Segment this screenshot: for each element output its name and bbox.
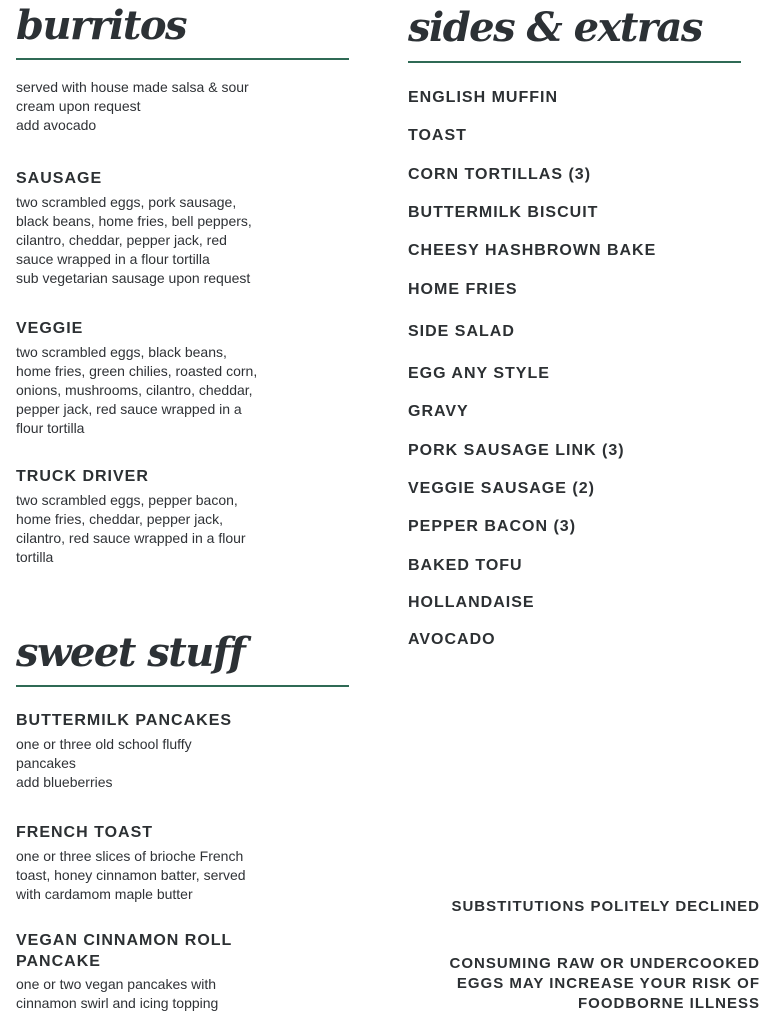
side-item: EGG ANY STYLE bbox=[408, 365, 550, 382]
side-item: CHEESY HASHBROWN BAKE bbox=[408, 242, 657, 259]
menu-item-title-french-toast bbox=[16, 822, 153, 843]
burritos-divider bbox=[16, 58, 349, 60]
title-line: BUTTERMILK PANCAKES bbox=[16, 712, 233, 729]
substitutions-notice: SUBSTITUTIONS POLITELY DECLINED bbox=[451, 898, 760, 915]
desc-line: two scrambled eggs, pepper bacon, bbox=[16, 492, 238, 508]
desc-line: one or three old school fluffy bbox=[16, 736, 192, 752]
side-item: SIDE SALAD bbox=[408, 323, 515, 340]
side-item: TOAST bbox=[408, 127, 467, 144]
title-line: VEGAN CINNAMON ROLL bbox=[16, 932, 233, 949]
warning-line: FOODBORNE ILLNESS bbox=[577, 995, 760, 1012]
desc-line: with cardamom maple butter bbox=[16, 886, 193, 902]
menu-item-desc-buttermilk-pancakes bbox=[16, 735, 351, 792]
side-item: ENGLISH MUFFIN bbox=[408, 89, 558, 106]
menu-item-title-sausage: SAUSAGE bbox=[16, 170, 103, 187]
burritos-intro-line: served with house made salsa & sour bbox=[16, 79, 249, 95]
side-item: CORN TORTILLAS (3) bbox=[408, 166, 592, 183]
side-item: HOLLANDAISE bbox=[408, 594, 535, 611]
warning-line: EGGS MAY INCREASE YOUR RISK OF bbox=[456, 975, 760, 992]
sides-extras-title: sides & extras bbox=[408, 4, 702, 51]
desc-line: home fries, green chilies, roasted corn, bbox=[16, 363, 258, 379]
side-item: VEGGIE SAUSAGE (2) bbox=[408, 480, 595, 497]
side-item: BAKED TOFU bbox=[408, 557, 523, 574]
desc-line: two scrambled eggs, black beans, bbox=[16, 344, 227, 360]
desc-line: flour tortilla bbox=[16, 420, 85, 436]
sweet-stuff-title: sweet stuff bbox=[16, 629, 245, 676]
menu-item-title-veggie: VEGGIE bbox=[16, 320, 84, 337]
desc-line: one or two vegan pancakes with bbox=[16, 976, 217, 992]
menu-item-desc-veggie bbox=[16, 343, 351, 438]
desc-line: cilantro, red sauce wrapped in a flour bbox=[16, 530, 246, 546]
side-item: PORK SAUSAGE LINK (3) bbox=[408, 442, 625, 459]
desc-line: cinnamon swirl and icing topping bbox=[16, 995, 219, 1011]
desc-line: onions, mushrooms, cilantro, cheddar, bbox=[16, 382, 253, 398]
menu-item-desc-vegan-cinnamon-roll-pancake bbox=[16, 975, 351, 1013]
desc-line: home fries, cheddar, pepper jack, bbox=[16, 511, 224, 527]
desc-line: sauce wrapped in a flour tortilla bbox=[16, 251, 210, 267]
burritos-title: burritos bbox=[16, 2, 187, 49]
desc-line: black beans, home fries, bell peppers, bbox=[16, 213, 252, 229]
desc-line: toast, honey cinnamon batter, served bbox=[16, 867, 246, 883]
title-line: PANCAKE bbox=[16, 953, 101, 970]
desc-line: two scrambled eggs, pork sausage, bbox=[16, 194, 237, 210]
title-line: FRENCH TOAST bbox=[16, 824, 154, 841]
burritos-intro bbox=[16, 78, 351, 135]
menu-item-title-vegan-cinnamon-roll-pancake bbox=[16, 930, 232, 972]
menu-item-desc-french-toast bbox=[16, 847, 351, 904]
desc-line: pancakes bbox=[16, 755, 76, 771]
desc-line: cilantro, cheddar, pepper jack, red bbox=[16, 232, 227, 248]
raw-egg-warning bbox=[449, 954, 760, 1014]
desc-line: add blueberries bbox=[16, 774, 113, 790]
side-item: PEPPER BACON (3) bbox=[408, 518, 577, 535]
menu-item-title-truck-driver: TRUCK DRIVER bbox=[16, 468, 149, 485]
side-item: AVOCADO bbox=[408, 631, 496, 648]
desc-line: pepper jack, red sauce wrapped in a bbox=[16, 401, 242, 417]
desc-line: sub vegetarian sausage upon request bbox=[16, 270, 251, 286]
menu-item-title-buttermilk-pancakes bbox=[16, 710, 232, 731]
side-item: GRAVY bbox=[408, 403, 469, 420]
burritos-intro-line: add avocado bbox=[16, 117, 97, 133]
side-item: HOME FRIES bbox=[408, 281, 518, 298]
menu-item-desc-truck-driver bbox=[16, 491, 351, 567]
warning-line: CONSUMING RAW OR UNDERCOOKED bbox=[449, 955, 760, 972]
menu-item-desc-sausage bbox=[16, 193, 351, 288]
burritos-intro-line: cream upon request bbox=[16, 98, 141, 114]
side-item: BUTTERMILK BISCUIT bbox=[408, 204, 599, 221]
desc-line: tortilla bbox=[16, 549, 54, 565]
desc-line: one or three slices of brioche French bbox=[16, 848, 244, 864]
sweet-stuff-divider bbox=[16, 685, 349, 687]
sides-list bbox=[408, 0, 743, 700]
